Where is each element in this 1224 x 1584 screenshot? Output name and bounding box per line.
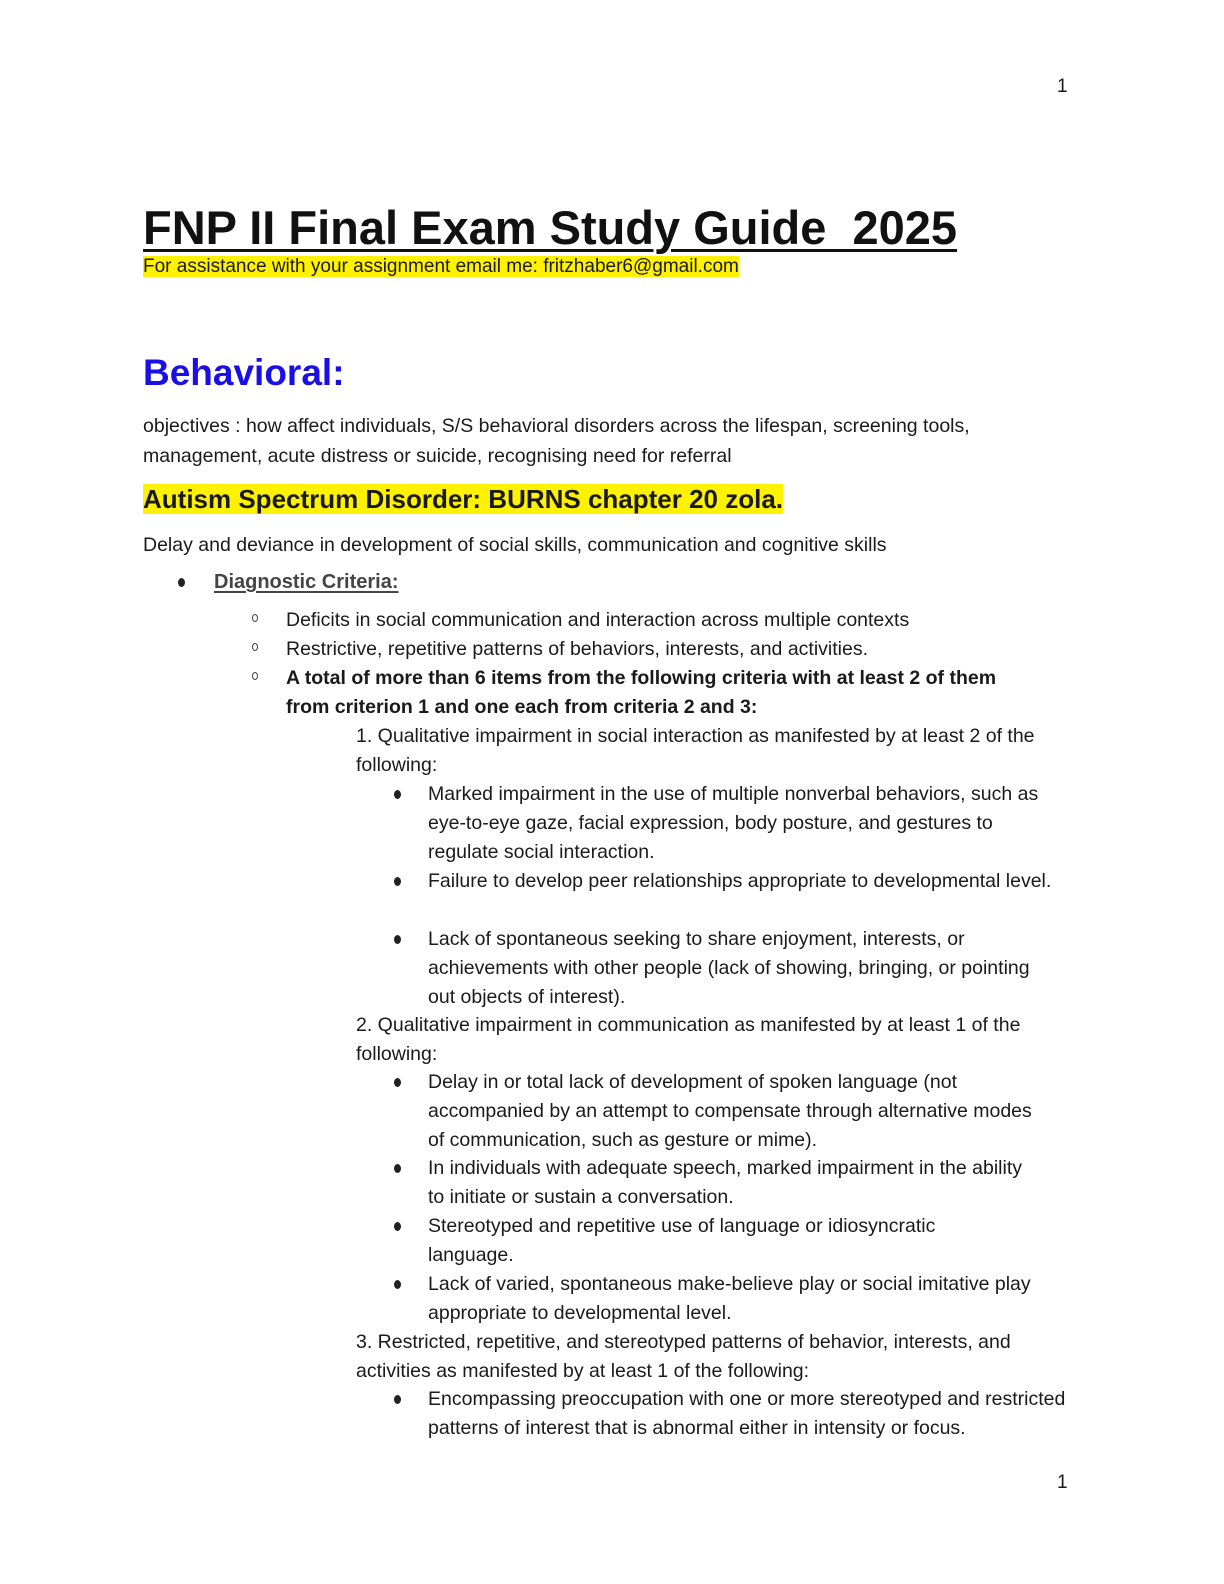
section-heading: Behavioral: [143, 352, 345, 393]
criterion-item: Marked impairment in the use of multiple nonverbal behaviors, such as eye-to-eye gaze, facial expression, body posture, and gestures to regulate social interaction. [428, 783, 1039, 863]
autism-intro: Delay and deviance in development of social skills, communication and cognitive skills [143, 534, 887, 556]
bullet-icon [394, 1280, 401, 1289]
contact-line [143, 255, 739, 279]
criterion-item: Encompassing preoccupation with one or more stereotyped and restricted patterns of interest that is abnormal either in intensity or focus. [428, 1388, 1066, 1439]
sub-item: A total of more than 6 items from the following criteria with at least 2 of them from criterion 1 and one each from criteria 2 and 3: [286, 667, 997, 718]
bullet-icon [178, 578, 185, 587]
sub-item: Deficits in social communication and interaction across multiple contexts [286, 609, 910, 631]
page-number-top: 1 [1057, 76, 1068, 97]
criteria-heading: Diagnostic Criteria: [214, 571, 399, 593]
criterion-label: 2. Qualitative impairment in communication as manifested by at least 1 of the following: [356, 1014, 1021, 1065]
criterion-label: 1. Qualitative impairment in social interaction as manifested by at least 2 of the following: [356, 725, 1035, 776]
ring-bullet-icon [252, 614, 258, 622]
criterion-item: Stereotyped and repetitive use of language or idiosyncratic language. [428, 1215, 936, 1266]
criterion-item: Lack of spontaneous seeking to share enjoyment, interests, or achievements with other people (lack of showing, bringing, or pointing out objects of interest). [428, 928, 1030, 1008]
criterion-item: Delay in or total lack of development of spoken language (not accompanied by an attempt to compensate through alternative modes of communication, such as gesture or mime). [428, 1071, 1032, 1151]
ring-bullet-icon [252, 672, 258, 680]
autism-heading-text: Autism Spectrum Disorder: BURNS chapter 20 zola. [143, 484, 784, 514]
document-title: FNP II Final Exam Study Guide 2025 [143, 201, 958, 254]
sub-item: Restrictive, repetitive patterns of behaviors, interests, and activities. [286, 638, 869, 660]
criterion-label: 3. Restricted, repetitive, and stereotyped patterns of behavior, interests, and activities as manifested by at least 1 of the following: [356, 1331, 1011, 1382]
bullet-icon [394, 1222, 401, 1231]
criterion-item: Lack of varied, spontaneous make-believe play or social imitative play appropriate to developmental level. [428, 1273, 1031, 1324]
ring-bullet-icon [252, 643, 258, 651]
criterion-item: Failure to develop peer relationships appropriate to developmental level. [428, 870, 1052, 892]
contact-text: For assistance with your assignment email me: fritzhaber6@gmail.com [143, 256, 739, 277]
page-number-bottom: 1 [1057, 1472, 1068, 1493]
criterion-item: In individuals with adequate speech, marked impairment in the ability to initiate or sustain a conversation. [428, 1157, 1022, 1208]
bullet-icon [394, 790, 401, 799]
bullet-icon [394, 1164, 401, 1173]
bullet-icon [394, 1395, 401, 1404]
bullet-icon [394, 1078, 401, 1087]
bullet-icon [394, 877, 401, 886]
autism-heading [143, 482, 783, 516]
objectives-text: objectives : how affect individuals, S/S behavioral disorders across the lifespan, screening tools, management, acute distress or suicide, recognising need for referral [143, 415, 970, 467]
bullet-icon [394, 935, 401, 944]
